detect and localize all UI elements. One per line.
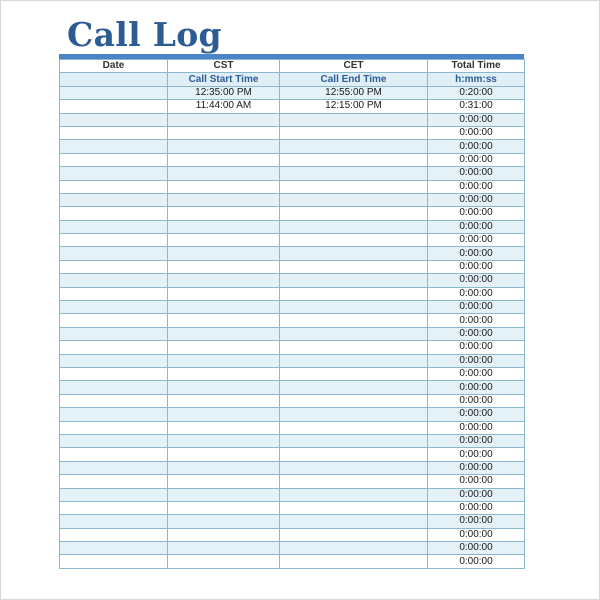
column-header-date: Date: [60, 60, 168, 73]
table-row: [60, 193, 525, 206]
total-time-cell[interactable]: 0:00:00: [428, 327, 525, 340]
call-start-time-cell[interactable]: 12:35:00 PM: [168, 86, 280, 99]
total-time-cell[interactable]: 0:00:00: [428, 180, 525, 193]
date-cell[interactable]: [60, 153, 168, 166]
total-time-cell[interactable]: 0:00:00: [428, 140, 525, 153]
call-start-time-cell[interactable]: [168, 314, 280, 327]
subheader-duration-format: h:mm:ss: [428, 73, 525, 86]
column-header-total-time: Total Time: [428, 60, 525, 73]
date-cell[interactable]: [60, 475, 168, 488]
table-row: [60, 528, 525, 541]
table-row: [60, 314, 525, 327]
subheader-call-start-time: Call Start Time: [168, 73, 280, 86]
date-cell[interactable]: [60, 274, 168, 287]
call-log-body: [60, 73, 525, 568]
total-time-cell[interactable]: 0:00:00: [428, 287, 525, 300]
total-time-cell[interactable]: 0:00:00: [428, 341, 525, 354]
call-end-time-cell[interactable]: [280, 153, 428, 166]
date-cell[interactable]: [60, 354, 168, 367]
table-row: [60, 234, 525, 247]
date-cell[interactable]: [60, 287, 168, 300]
table-row: [60, 461, 525, 474]
call-start-time-cell[interactable]: 11:44:00 AM: [168, 100, 280, 113]
table-row: [60, 515, 525, 528]
table-row: [60, 220, 525, 233]
call-end-time-cell[interactable]: [280, 247, 428, 260]
table-row: [60, 354, 525, 367]
table-row: [60, 180, 525, 193]
call-end-time-cell[interactable]: [280, 314, 428, 327]
date-cell[interactable]: [60, 327, 168, 340]
date-cell[interactable]: [60, 515, 168, 528]
call-start-time-cell[interactable]: [168, 461, 280, 474]
table-row: [60, 126, 525, 139]
date-cell[interactable]: [60, 461, 168, 474]
call-end-time-cell[interactable]: [280, 421, 428, 434]
table-row: [60, 542, 525, 555]
call-end-time-cell[interactable]: [280, 113, 428, 126]
call-start-time-cell[interactable]: [168, 301, 280, 314]
date-cell[interactable]: [60, 434, 168, 447]
table-row: [60, 367, 525, 380]
call-end-time-cell[interactable]: [280, 193, 428, 206]
call-start-time-cell[interactable]: [168, 247, 280, 260]
call-end-time-cell[interactable]: [280, 180, 428, 193]
date-cell[interactable]: [60, 448, 168, 461]
call-start-time-cell[interactable]: [168, 126, 280, 139]
date-cell[interactable]: [60, 314, 168, 327]
call-end-time-cell[interactable]: [280, 408, 428, 421]
call-start-time-cell[interactable]: [168, 408, 280, 421]
call-start-time-cell[interactable]: [168, 475, 280, 488]
date-cell[interactable]: [60, 421, 168, 434]
date-cell[interactable]: [60, 207, 168, 220]
total-time-cell[interactable]: 0:00:00: [428, 528, 525, 541]
total-time-cell[interactable]: 0:00:00: [428, 501, 525, 514]
total-time-cell[interactable]: 0:00:00: [428, 394, 525, 407]
date-cell[interactable]: [60, 488, 168, 501]
call-start-time-cell[interactable]: [168, 153, 280, 166]
subheader-row: [60, 73, 525, 86]
total-time-cell[interactable]: 0:00:00: [428, 234, 525, 247]
date-cell[interactable]: [60, 247, 168, 260]
date-cell[interactable]: [60, 140, 168, 153]
call-end-time-cell[interactable]: [280, 327, 428, 340]
total-time-cell[interactable]: 0:00:00: [428, 314, 525, 327]
total-time-cell[interactable]: 0:00:00: [428, 448, 525, 461]
total-time-cell[interactable]: 0:00:00: [428, 488, 525, 501]
call-end-time-cell[interactable]: [280, 515, 428, 528]
call-start-time-cell[interactable]: [168, 260, 280, 273]
table-row: [60, 501, 525, 514]
date-cell[interactable]: [60, 260, 168, 273]
call-end-time-cell[interactable]: [280, 140, 428, 153]
table-row: [60, 381, 525, 394]
call-end-time-cell[interactable]: [280, 367, 428, 380]
call-end-time-cell[interactable]: 12:55:00 PM: [280, 86, 428, 99]
call-start-time-cell[interactable]: [168, 287, 280, 300]
total-time-cell[interactable]: 0:00:00: [428, 167, 525, 180]
table-row: [60, 327, 525, 340]
call-start-time-cell[interactable]: [168, 448, 280, 461]
call-start-time-cell[interactable]: [168, 528, 280, 541]
date-cell[interactable]: [60, 167, 168, 180]
table-row: [60, 341, 525, 354]
call-start-time-cell[interactable]: [168, 381, 280, 394]
total-time-cell[interactable]: 0:00:00: [428, 434, 525, 447]
table-row: [60, 140, 525, 153]
total-time-cell[interactable]: 0:31:00: [428, 100, 525, 113]
date-cell[interactable]: [60, 394, 168, 407]
date-cell[interactable]: [60, 555, 168, 568]
date-cell[interactable]: [60, 341, 168, 354]
total-time-cell[interactable]: 0:00:00: [428, 220, 525, 233]
call-start-time-cell[interactable]: [168, 421, 280, 434]
date-cell[interactable]: [60, 113, 168, 126]
call-start-time-cell[interactable]: [168, 180, 280, 193]
table-row: [60, 475, 525, 488]
total-time-cell[interactable]: 0:00:00: [428, 475, 525, 488]
call-start-time-cell[interactable]: [168, 434, 280, 447]
call-end-time-cell[interactable]: [280, 488, 428, 501]
total-time-cell[interactable]: 0:00:00: [428, 193, 525, 206]
total-time-cell[interactable]: 0:00:00: [428, 354, 525, 367]
table-row: [60, 488, 525, 501]
table-row: [60, 394, 525, 407]
table-row: [60, 421, 525, 434]
table-row: [60, 207, 525, 220]
call-end-time-cell[interactable]: [280, 220, 428, 233]
total-time-cell[interactable]: 0:00:00: [428, 247, 525, 260]
total-time-cell[interactable]: 0:20:00: [428, 86, 525, 99]
total-time-cell[interactable]: 0:00:00: [428, 207, 525, 220]
table-row: [60, 555, 525, 568]
total-time-cell[interactable]: 0:00:00: [428, 408, 525, 421]
date-cell[interactable]: [60, 367, 168, 380]
page-title: Call Log: [67, 15, 222, 54]
date-cell[interactable]: [60, 180, 168, 193]
call-end-time-cell[interactable]: [280, 394, 428, 407]
table-row: [60, 448, 525, 461]
call-end-time-cell[interactable]: [280, 167, 428, 180]
date-cell[interactable]: [60, 234, 168, 247]
call-end-time-cell[interactable]: [280, 234, 428, 247]
total-time-cell[interactable]: 0:00:00: [428, 274, 525, 287]
date-cell[interactable]: [60, 381, 168, 394]
total-time-cell[interactable]: 0:00:00: [428, 461, 525, 474]
table-row: [60, 153, 525, 166]
total-time-cell[interactable]: 0:00:00: [428, 301, 525, 314]
table-row: [60, 434, 525, 447]
call-start-time-cell[interactable]: [168, 113, 280, 126]
table-row: [60, 86, 525, 99]
call-end-time-cell[interactable]: [280, 434, 428, 447]
date-cell[interactable]: [60, 193, 168, 206]
call-start-time-cell[interactable]: [168, 167, 280, 180]
date-cell[interactable]: [60, 301, 168, 314]
table-row: [60, 287, 525, 300]
call-start-time-cell[interactable]: [168, 207, 280, 220]
call-start-time-cell[interactable]: [168, 488, 280, 501]
call-start-time-cell[interactable]: [168, 193, 280, 206]
call-start-time-cell[interactable]: [168, 274, 280, 287]
date-cell[interactable]: [60, 408, 168, 421]
total-time-cell[interactable]: 0:00:00: [428, 542, 525, 555]
call-end-time-cell[interactable]: [280, 448, 428, 461]
subheader-call-end-time: Call End Time: [280, 73, 428, 86]
column-header-cet: CET: [280, 60, 428, 73]
call-start-time-cell[interactable]: [168, 327, 280, 340]
total-time-cell[interactable]: 0:00:00: [428, 381, 525, 394]
table-row: [60, 100, 525, 113]
date-cell[interactable]: [60, 528, 168, 541]
total-time-cell[interactable]: 0:00:00: [428, 421, 525, 434]
call-end-time-cell[interactable]: [280, 287, 428, 300]
call-end-time-cell[interactable]: [280, 461, 428, 474]
call-end-time-cell[interactable]: [280, 475, 428, 488]
call-start-time-cell[interactable]: [168, 394, 280, 407]
call-end-time-cell[interactable]: 12:15:00 PM: [280, 100, 428, 113]
call-start-time-cell[interactable]: [168, 367, 280, 380]
table-row: [60, 274, 525, 287]
call-start-time-cell[interactable]: [168, 515, 280, 528]
date-cell[interactable]: [60, 501, 168, 514]
call-start-time-cell[interactable]: [168, 341, 280, 354]
call-end-time-cell[interactable]: [280, 542, 428, 555]
call-start-time-cell[interactable]: [168, 220, 280, 233]
call-start-time-cell[interactable]: [168, 354, 280, 367]
call-end-time-cell[interactable]: [280, 126, 428, 139]
call-end-time-cell[interactable]: [280, 341, 428, 354]
call-start-time-cell[interactable]: [168, 555, 280, 568]
call-end-time-cell[interactable]: [280, 301, 428, 314]
date-cell[interactable]: [60, 86, 168, 99]
total-time-cell[interactable]: 0:00:00: [428, 126, 525, 139]
call-end-time-cell[interactable]: [280, 274, 428, 287]
total-time-cell[interactable]: 0:00:00: [428, 367, 525, 380]
call-end-time-cell[interactable]: [280, 528, 428, 541]
call-end-time-cell[interactable]: [280, 260, 428, 273]
total-time-cell[interactable]: 0:00:00: [428, 153, 525, 166]
table-row: [60, 113, 525, 126]
call-end-time-cell[interactable]: [280, 501, 428, 514]
call-end-time-cell[interactable]: [280, 354, 428, 367]
table-row: [60, 260, 525, 273]
call-start-time-cell[interactable]: [168, 501, 280, 514]
date-cell[interactable]: [60, 542, 168, 555]
call-start-time-cell[interactable]: [168, 234, 280, 247]
call-start-time-cell[interactable]: [168, 140, 280, 153]
table-row: [60, 167, 525, 180]
subheader-date: [60, 73, 168, 86]
total-time-cell[interactable]: 0:00:00: [428, 515, 525, 528]
date-cell[interactable]: [60, 126, 168, 139]
call-end-time-cell[interactable]: [280, 381, 428, 394]
call-log-table: [59, 59, 525, 569]
date-cell[interactable]: [60, 100, 168, 113]
table-row: [60, 247, 525, 260]
table-row: [60, 301, 525, 314]
total-time-cell[interactable]: 0:00:00: [428, 260, 525, 273]
column-header-cst: CST: [168, 60, 280, 73]
date-cell[interactable]: [60, 220, 168, 233]
call-end-time-cell[interactable]: [280, 555, 428, 568]
total-time-cell[interactable]: 0:00:00: [428, 113, 525, 126]
column-header-row: [60, 60, 525, 73]
call-start-time-cell[interactable]: [168, 542, 280, 555]
table-row: [60, 408, 525, 421]
total-time-cell[interactable]: 0:00:00: [428, 555, 525, 568]
call-end-time-cell[interactable]: [280, 207, 428, 220]
